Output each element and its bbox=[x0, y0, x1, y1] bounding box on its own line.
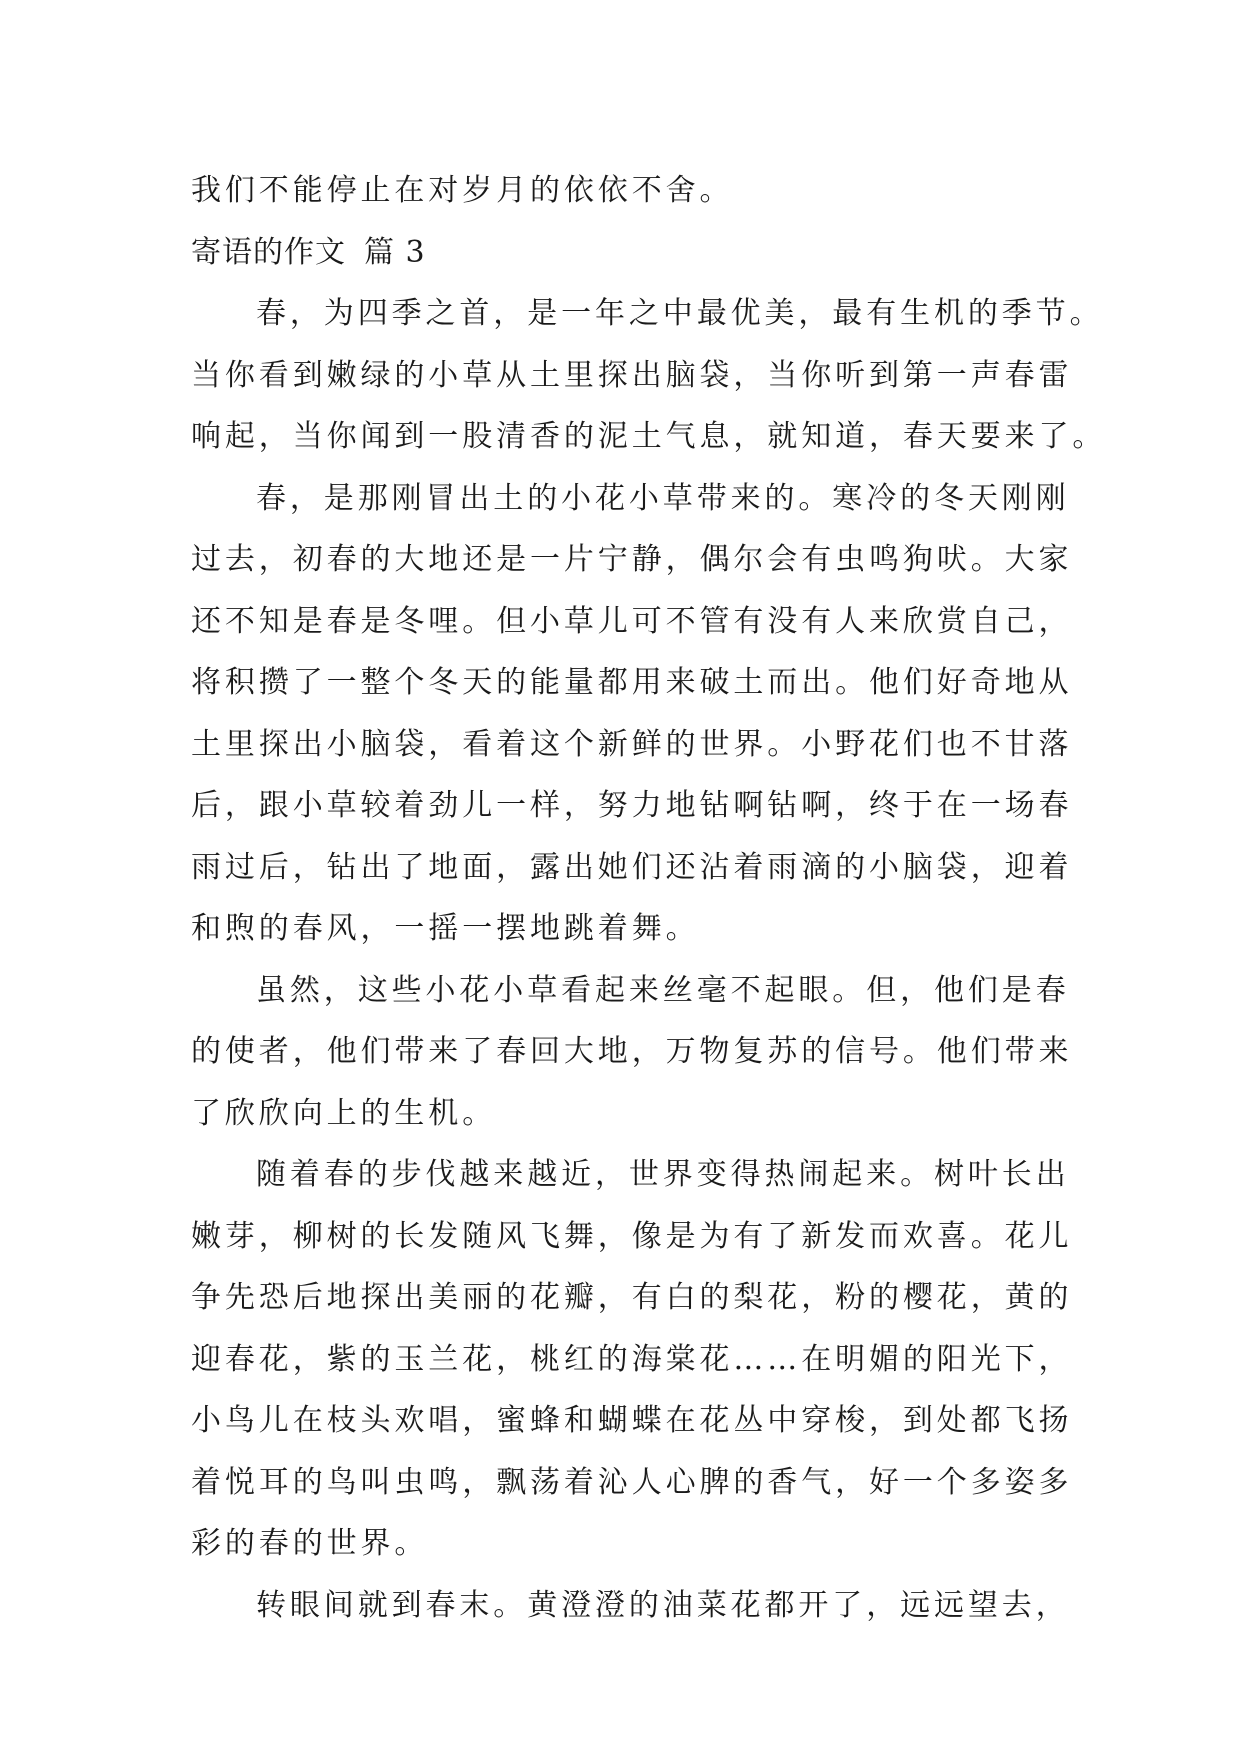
paragraph-line: 虽然，这些小花小草看起来丝毫不起眼。但，他们是春 bbox=[256, 972, 1070, 1008]
essay-title: 寄语的作文 bbox=[191, 234, 346, 270]
paragraph-line: 春，为四季之首，是一年之中最优美，最有生机的季节。 bbox=[256, 296, 1104, 331]
paragraph-line: 彩的春的世界。 bbox=[191, 1526, 429, 1561]
paragraph-line: 小鸟儿在枝头欢唱，蜜蜂和蝴蝶在花丛中穿梭，到处都飞扬 bbox=[191, 1403, 1073, 1438]
paragraph-line: 转眼间就到春末。黄澄澄的油菜花都开了，远远望去， bbox=[256, 1587, 1070, 1623]
paragraph-line: 土里探出小脑袋，看着这个新鲜的世界。小野花们也不甘落 bbox=[191, 726, 1073, 762]
paragraph-line: 当你看到嫩绿的小草从土里探出脑袋，当你听到第一声春雷 bbox=[191, 357, 1073, 393]
paragraph-line: 随着春的步伐越来越近，世界变得热闹起来。树叶长出 bbox=[256, 1157, 1070, 1192]
paragraph-line: 和煦的春风，一摇一摆地跳着舞。 bbox=[191, 911, 700, 946]
section-heading bbox=[191, 222, 1051, 284]
paragraph-line: 响起，当你闻到一股清香的泥土气息，就知道，春天要来了。 bbox=[191, 419, 1107, 454]
paragraph-line: 的使者，他们带来了春回大地，万物复苏的信号。他们带来 bbox=[191, 1034, 1073, 1069]
paragraph-line: 迎春花，紫的玉兰花，桃红的海棠花……在明媚的阳光下， bbox=[191, 1341, 1073, 1377]
paragraph-line: 雨过后，钻出了地面，露出她们还沾着雨滴的小脑袋，迎着 bbox=[191, 849, 1073, 885]
section-number: 篇 3 bbox=[364, 234, 426, 270]
paragraph-line: 后，跟小草较着劲儿一样，努力地钻啊钻啊，终于在一场春 bbox=[191, 788, 1073, 823]
document-body bbox=[191, 160, 1107, 1636]
paragraph-line: 争先恐后地探出美丽的花瓣，有白的梨花，粉的樱花，黄的 bbox=[191, 1280, 1073, 1315]
paragraph-line: 过去，初春的大地还是一片宁静，偶尔会有虫鸣狗吠。大家 bbox=[191, 542, 1073, 577]
paragraph-line: 嫩芽，柳树的长发随风飞舞，像是为有了新发而欢喜。花儿 bbox=[191, 1218, 1073, 1254]
paragraph-line: 着悦耳的鸟叫虫鸣，飘荡着沁人心脾的香气，好一个多姿多 bbox=[191, 1464, 1073, 1500]
paragraph-line: 还不知是春是冬哩。但小草儿可不管有没有人来欣赏自己， bbox=[191, 603, 1073, 639]
paragraph-line: 了欣欣向上的生机。 bbox=[191, 1095, 497, 1131]
paragraph-line: 将积攒了一整个冬天的能量都用来破土而出。他们好奇地从 bbox=[191, 665, 1073, 700]
paragraph-line: 春，是那刚冒出土的小花小草带来的。寒冷的冬天刚刚 bbox=[256, 480, 1070, 516]
paragraph-line: 我们不能停止在对岁月的依依不舍。 bbox=[191, 173, 734, 208]
